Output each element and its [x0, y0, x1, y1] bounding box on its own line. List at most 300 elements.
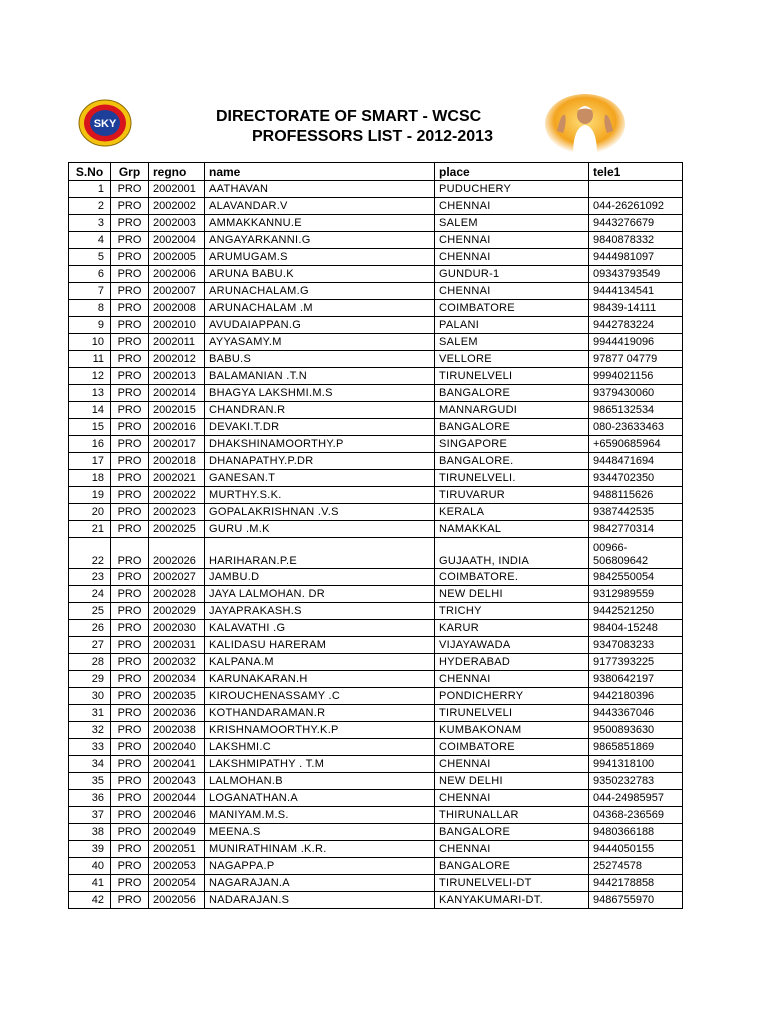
cell-sno: 36 — [69, 790, 111, 807]
cell-place: SALEM — [435, 334, 589, 351]
cell-sno: 9 — [69, 317, 111, 334]
cell-regno: 2002018 — [149, 453, 205, 470]
cell-sno: 24 — [69, 586, 111, 603]
cell-name: MUNIRATHINAM .K.R. — [205, 841, 435, 858]
cell-sno: 12 — [69, 368, 111, 385]
professors-table — [68, 162, 683, 909]
cell-grp: PRO — [111, 419, 149, 436]
cell-tele1: 044-26261092 — [589, 198, 683, 215]
cell-sno: 31 — [69, 705, 111, 722]
cell-grp: PRO — [111, 824, 149, 841]
cell-sno: 10 — [69, 334, 111, 351]
cell-grp: PRO — [111, 385, 149, 402]
cell-tele1: 9840878332 — [589, 232, 683, 249]
cell-place: PONDICHERRY — [435, 688, 589, 705]
cell-place: BANGALORE. — [435, 453, 589, 470]
cell-tele1 — [589, 181, 683, 198]
cell-tele1: 9380642197 — [589, 671, 683, 688]
cell-grp: PRO — [111, 368, 149, 385]
cell-regno: 2002015 — [149, 402, 205, 419]
cell-grp: PRO — [111, 198, 149, 215]
cell-regno: 2002016 — [149, 419, 205, 436]
cell-tele1: 9442783224 — [589, 317, 683, 334]
table-row — [69, 368, 683, 385]
cell-tele1: 09343793549 — [589, 266, 683, 283]
cell-tele1: 9387442535 — [589, 504, 683, 521]
cell-name: NAGAPPA.P — [205, 858, 435, 875]
cell-sno: 4 — [69, 232, 111, 249]
cell-tele1: 98439-14111 — [589, 300, 683, 317]
cell-sno: 16 — [69, 436, 111, 453]
cell-tele1: 25274578 — [589, 858, 683, 875]
column-header-grp: Grp — [111, 163, 149, 181]
cell-tele1: 9488115626 — [589, 487, 683, 504]
cell-place: CHENNAI — [435, 671, 589, 688]
cell-grp: PRO — [111, 351, 149, 368]
cell-tele1: 9444134541 — [589, 283, 683, 300]
table-row — [69, 841, 683, 858]
cell-tele1: 9443276679 — [589, 215, 683, 232]
cell-regno: 2002051 — [149, 841, 205, 858]
cell-name: JAMBU.D — [205, 569, 435, 586]
cell-name: LAKSHMI.C — [205, 739, 435, 756]
cell-sno: 26 — [69, 620, 111, 637]
cell-sno: 32 — [69, 722, 111, 739]
table-row — [69, 688, 683, 705]
cell-regno: 2002027 — [149, 569, 205, 586]
cell-place: CHENNAI — [435, 841, 589, 858]
cell-name: JAYAPRAKASH.S — [205, 603, 435, 620]
cell-name: NAGARAJAN.A — [205, 875, 435, 892]
cell-sno: 28 — [69, 654, 111, 671]
cell-tele1: +6590685964 — [589, 436, 683, 453]
cell-sno: 40 — [69, 858, 111, 875]
cell-tele1: 9379430060 — [589, 385, 683, 402]
cell-regno: 2002035 — [149, 688, 205, 705]
cell-regno: 2002041 — [149, 756, 205, 773]
cell-name: KIROUCHENASSAMY .C — [205, 688, 435, 705]
cell-regno: 2002028 — [149, 586, 205, 603]
cell-sno: 34 — [69, 756, 111, 773]
cell-place: PUDUCHERY — [435, 181, 589, 198]
cell-regno: 2002008 — [149, 300, 205, 317]
cell-name: KOTHANDARAMAN.R — [205, 705, 435, 722]
cell-sno: 7 — [69, 283, 111, 300]
table-row — [69, 521, 683, 538]
cell-tele1: 9444981097 — [589, 249, 683, 266]
cell-tele1: 9994021156 — [589, 368, 683, 385]
cell-place: CHENNAI — [435, 790, 589, 807]
cell-name: DEVAKI.T.DR — [205, 419, 435, 436]
cell-regno: 2002013 — [149, 368, 205, 385]
table-row — [69, 198, 683, 215]
cell-grp: PRO — [111, 300, 149, 317]
cell-grp: PRO — [111, 688, 149, 705]
table-row — [69, 892, 683, 909]
cell-name: ALAVANDAR.V — [205, 198, 435, 215]
cell-grp: PRO — [111, 470, 149, 487]
cell-name: LALMOHAN.B — [205, 773, 435, 790]
cell-regno: 2002054 — [149, 875, 205, 892]
cell-tele1: 9444050155 — [589, 841, 683, 858]
cell-name: DHANAPATHY.P.DR — [205, 453, 435, 470]
cell-grp: PRO — [111, 875, 149, 892]
table-row — [69, 773, 683, 790]
cell-name: GURU .M.K — [205, 521, 435, 538]
cell-place: KERALA — [435, 504, 589, 521]
cell-regno: 2002046 — [149, 807, 205, 824]
cell-place: MANNARGUDI — [435, 402, 589, 419]
cell-sno: 29 — [69, 671, 111, 688]
table-row — [69, 637, 683, 654]
cell-grp: PRO — [111, 773, 149, 790]
cell-grp: PRO — [111, 402, 149, 419]
cell-regno: 2002040 — [149, 739, 205, 756]
column-header-tele1: tele1 — [589, 163, 683, 181]
cell-grp: PRO — [111, 858, 149, 875]
cell-sno: 1 — [69, 181, 111, 198]
cell-grp: PRO — [111, 538, 149, 569]
cell-place: COIMBATORE — [435, 300, 589, 317]
cell-grp: PRO — [111, 334, 149, 351]
cell-sno: 15 — [69, 419, 111, 436]
cell-place: TIRUNELVELI-DT — [435, 875, 589, 892]
cell-tele1: 9442180396 — [589, 688, 683, 705]
table-row — [69, 722, 683, 739]
cell-regno: 2002003 — [149, 215, 205, 232]
cell-place: TIRUVARUR — [435, 487, 589, 504]
cell-tele1: 9448471694 — [589, 453, 683, 470]
cell-name: LOGANATHAN.A — [205, 790, 435, 807]
cell-place: NEW DELHI — [435, 773, 589, 790]
cell-name: ARUNA BABU.K — [205, 266, 435, 283]
cell-name: ARUMUGAM.S — [205, 249, 435, 266]
cell-tele1: 9842550054 — [589, 569, 683, 586]
cell-tele1: 044-24985957 — [589, 790, 683, 807]
cell-sno: 42 — [69, 892, 111, 909]
cell-regno: 2002049 — [149, 824, 205, 841]
table-row — [69, 620, 683, 637]
cell-sno: 38 — [69, 824, 111, 841]
cell-place: COIMBATORE. — [435, 569, 589, 586]
cell-place: VELLORE — [435, 351, 589, 368]
cell-sno: 5 — [69, 249, 111, 266]
cell-regno: 2002031 — [149, 637, 205, 654]
cell-name: HARIHARAN.P.E — [205, 538, 435, 569]
cell-tele1: 9347083233 — [589, 637, 683, 654]
cell-name: JAYA LALMOHAN. DR — [205, 586, 435, 603]
cell-tele1: 9480366188 — [589, 824, 683, 841]
cell-tele1: 9350232783 — [589, 773, 683, 790]
cell-grp: PRO — [111, 620, 149, 637]
table-header-row — [69, 163, 683, 181]
cell-place: CHENNAI — [435, 198, 589, 215]
cell-place: TIRUNELVELI — [435, 705, 589, 722]
cell-tele1: 9312989559 — [589, 586, 683, 603]
cell-grp: PRO — [111, 266, 149, 283]
table-row — [69, 790, 683, 807]
cell-place: TRICHY — [435, 603, 589, 620]
cell-name: BHAGYA LAKSHMI.M.S — [205, 385, 435, 402]
cell-name: MEENA.S — [205, 824, 435, 841]
cell-place: BANGALORE — [435, 385, 589, 402]
cell-regno: 2002032 — [149, 654, 205, 671]
column-header-regno: regno — [149, 163, 205, 181]
cell-name: AMMAKKANNU.E — [205, 215, 435, 232]
cell-regno: 2002038 — [149, 722, 205, 739]
table-row — [69, 569, 683, 586]
cell-place: THIRUNALLAR — [435, 807, 589, 824]
table-row — [69, 249, 683, 266]
cell-tele1: 9486755970 — [589, 892, 683, 909]
cell-sno: 35 — [69, 773, 111, 790]
cell-name: GANESAN.T — [205, 470, 435, 487]
cell-regno: 2002026 — [149, 538, 205, 569]
cell-place: CHENNAI — [435, 249, 589, 266]
cell-sno: 27 — [69, 637, 111, 654]
cell-regno: 2002029 — [149, 603, 205, 620]
cell-name: AYYASAMY.M — [205, 334, 435, 351]
logo-text: SKY — [93, 118, 117, 130]
cell-sno: 22 — [69, 538, 111, 569]
cell-regno: 2002007 — [149, 283, 205, 300]
cell-name: ANGAYARKANNI.G — [205, 232, 435, 249]
cell-grp: PRO — [111, 521, 149, 538]
table-row — [69, 756, 683, 773]
cell-place: BANGALORE — [435, 824, 589, 841]
cell-grp: PRO — [111, 722, 149, 739]
cell-regno: 2002043 — [149, 773, 205, 790]
cell-place: TIRUNELVELI — [435, 368, 589, 385]
cell-sno: 41 — [69, 875, 111, 892]
cell-grp: PRO — [111, 807, 149, 824]
cell-tele1: 9865851869 — [589, 739, 683, 756]
table-row — [69, 705, 683, 722]
table-row — [69, 807, 683, 824]
cell-grp: PRO — [111, 671, 149, 688]
cell-grp: PRO — [111, 504, 149, 521]
cell-sno: 37 — [69, 807, 111, 824]
table-row — [69, 453, 683, 470]
cell-place: CHENNAI — [435, 232, 589, 249]
cell-sno: 11 — [69, 351, 111, 368]
table-row — [69, 181, 683, 198]
cell-place: BANGALORE — [435, 419, 589, 436]
cell-grp: PRO — [111, 215, 149, 232]
cell-name: KALPANA.M — [205, 654, 435, 671]
cell-grp: PRO — [111, 317, 149, 334]
table-row — [69, 402, 683, 419]
cell-regno: 2002001 — [149, 181, 205, 198]
cell-sno: 33 — [69, 739, 111, 756]
table-row — [69, 487, 683, 504]
cell-name: BABU.S — [205, 351, 435, 368]
cell-name: AATHAVAN — [205, 181, 435, 198]
cell-regno: 2002010 — [149, 317, 205, 334]
cell-grp: PRO — [111, 841, 149, 858]
cell-sno: 13 — [69, 385, 111, 402]
cell-name: ARUNACHALAM .M — [205, 300, 435, 317]
cell-name: CHANDRAN.R — [205, 402, 435, 419]
cell-grp: PRO — [111, 756, 149, 773]
table-row — [69, 436, 683, 453]
cell-sno: 23 — [69, 569, 111, 586]
cell-place: SINGAPORE — [435, 436, 589, 453]
cell-grp: PRO — [111, 487, 149, 504]
cell-grp: PRO — [111, 654, 149, 671]
table-row — [69, 671, 683, 688]
cell-tele1: 9177393225 — [589, 654, 683, 671]
cell-name: ARUNACHALAM.G — [205, 283, 435, 300]
cell-sno: 30 — [69, 688, 111, 705]
cell-name: DHAKSHINAMOORTHY.P — [205, 436, 435, 453]
cell-regno: 2002025 — [149, 521, 205, 538]
cell-tele1: 9944419096 — [589, 334, 683, 351]
cell-tele1: 080-23633463 — [589, 419, 683, 436]
cell-place: PALANI — [435, 317, 589, 334]
cell-name: MURTHY.S.K. — [205, 487, 435, 504]
table-row — [69, 232, 683, 249]
cell-place: GUNDUR-1 — [435, 266, 589, 283]
cell-name: KARUNAKARAN.H — [205, 671, 435, 688]
cell-tele1: 04368-236569 — [589, 807, 683, 824]
table-row — [69, 266, 683, 283]
table-row — [69, 538, 683, 569]
cell-name: NADARAJAN.S — [205, 892, 435, 909]
cell-place: SALEM — [435, 215, 589, 232]
cell-sno: 3 — [69, 215, 111, 232]
cell-grp: PRO — [111, 637, 149, 654]
table-row — [69, 334, 683, 351]
cell-regno: 2002014 — [149, 385, 205, 402]
cell-place: HYDERABAD — [435, 654, 589, 671]
cell-grp: PRO — [111, 453, 149, 470]
table-row — [69, 586, 683, 603]
cell-regno: 2002005 — [149, 249, 205, 266]
table-row — [69, 824, 683, 841]
table-row — [69, 739, 683, 756]
cell-place: COIMBATORE — [435, 739, 589, 756]
cell-regno: 2002023 — [149, 504, 205, 521]
cell-place: BANGALORE — [435, 858, 589, 875]
cell-sno: 25 — [69, 603, 111, 620]
cell-regno: 2002022 — [149, 487, 205, 504]
table-row — [69, 603, 683, 620]
cell-regno: 2002036 — [149, 705, 205, 722]
cell-tele1: 9842770314 — [589, 521, 683, 538]
table-row — [69, 283, 683, 300]
cell-name: LAKSHMIPATHY . T.M — [205, 756, 435, 773]
cell-grp: PRO — [111, 790, 149, 807]
column-header-sno: S.No — [69, 163, 111, 181]
cell-place: GUJAATH, INDIA — [435, 538, 589, 569]
cell-sno: 8 — [69, 300, 111, 317]
cell-grp: PRO — [111, 283, 149, 300]
cell-grp: PRO — [111, 249, 149, 266]
cell-grp: PRO — [111, 603, 149, 620]
table-row — [69, 419, 683, 436]
cell-tele1: 00966-506809642 — [589, 538, 683, 569]
table-row — [69, 470, 683, 487]
cell-place: CHENNAI — [435, 756, 589, 773]
cell-tele1: 97877 04779 — [589, 351, 683, 368]
column-header-place: place — [435, 163, 589, 181]
cell-sno: 21 — [69, 521, 111, 538]
table-row — [69, 875, 683, 892]
cell-sno: 17 — [69, 453, 111, 470]
table-row — [69, 504, 683, 521]
cell-tele1: 9443367046 — [589, 705, 683, 722]
cell-place: KUMBAKONAM — [435, 722, 589, 739]
cell-sno: 2 — [69, 198, 111, 215]
cell-regno: 2002002 — [149, 198, 205, 215]
cell-place: NEW DELHI — [435, 586, 589, 603]
cell-grp: PRO — [111, 569, 149, 586]
cell-tele1: 9344702350 — [589, 470, 683, 487]
table-row — [69, 385, 683, 402]
cell-place: CHENNAI — [435, 283, 589, 300]
cell-grp: PRO — [111, 892, 149, 909]
table-row — [69, 215, 683, 232]
cell-regno: 2002034 — [149, 671, 205, 688]
cell-regno: 2002021 — [149, 470, 205, 487]
cell-name: KRISHNAMOORTHY.K.P — [205, 722, 435, 739]
cell-tele1: 98404-15248 — [589, 620, 683, 637]
cell-name: KALAVATHI .G — [205, 620, 435, 637]
cell-name: BALAMANIAN .T.N — [205, 368, 435, 385]
cell-sno: 20 — [69, 504, 111, 521]
table-row — [69, 317, 683, 334]
table-row — [69, 858, 683, 875]
cell-tele1: 9442521250 — [589, 603, 683, 620]
cell-place: TIRUNELVELI. — [435, 470, 589, 487]
cell-sno: 19 — [69, 487, 111, 504]
sky-emblem-icon — [78, 99, 132, 147]
cell-name: AVUDAIAPPAN.G — [205, 317, 435, 334]
cell-tele1: 9500893630 — [589, 722, 683, 739]
guru-photo-icon — [543, 93, 627, 155]
table-row — [69, 351, 683, 368]
cell-place: KANYAKUMARI-DT. — [435, 892, 589, 909]
cell-name: KALIDASU HARERAM — [205, 637, 435, 654]
cell-tele1: 9941318100 — [589, 756, 683, 773]
cell-sno: 14 — [69, 402, 111, 419]
column-header-name: name — [205, 163, 435, 181]
table-row — [69, 300, 683, 317]
cell-regno: 2002053 — [149, 858, 205, 875]
cell-grp: PRO — [111, 586, 149, 603]
cell-regno: 2002056 — [149, 892, 205, 909]
cell-grp: PRO — [111, 181, 149, 198]
cell-tele1: 9442178858 — [589, 875, 683, 892]
cell-name: GOPALAKRISHNAN .V.S — [205, 504, 435, 521]
cell-regno: 2002011 — [149, 334, 205, 351]
cell-sno: 39 — [69, 841, 111, 858]
cell-place: KARUR — [435, 620, 589, 637]
cell-name: MANIYAM.M.S. — [205, 807, 435, 824]
cell-sno: 18 — [69, 470, 111, 487]
cell-grp: PRO — [111, 705, 149, 722]
cell-grp: PRO — [111, 739, 149, 756]
cell-tele1: 9865132534 — [589, 402, 683, 419]
table-row — [69, 654, 683, 671]
cell-regno: 2002044 — [149, 790, 205, 807]
cell-place: NAMAKKAL — [435, 521, 589, 538]
cell-regno: 2002006 — [149, 266, 205, 283]
cell-regno: 2002004 — [149, 232, 205, 249]
cell-grp: PRO — [111, 232, 149, 249]
cell-place: VIJAYAWADA — [435, 637, 589, 654]
